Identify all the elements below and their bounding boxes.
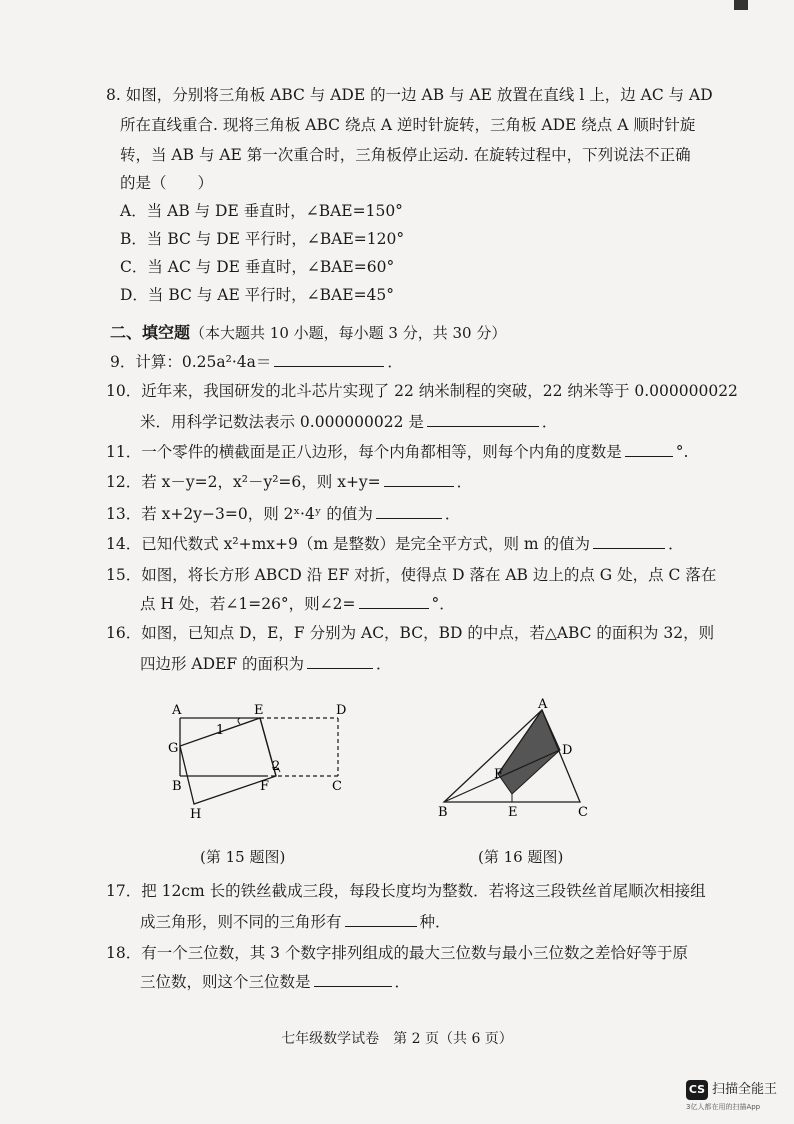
fig15-label-C: C [332,779,342,794]
fig16-label-E: E [508,805,518,820]
q16-end: ． [376,655,392,673]
fig15-label-D: D [336,703,347,718]
q8-option-c: C．当 AC 与 DE 垂直时，∠BAE=60° [120,258,395,276]
q10-line1: 10．近年来，我国研发的北斗芯片实现了 22 纳米制程的突破，22 纳米等于 0.000000022 [106,382,738,400]
scan-edge-mark [734,0,748,10]
fig15-caption: (第 15 题图) [200,848,286,866]
q8-option-a: A．当 AB 与 DE 垂直时，∠BAE=150° [120,202,403,220]
q10-end: ． [541,413,558,431]
q18-line2 [140,970,410,993]
q17-text: 成三角形，则不同的三角形有 [140,913,342,931]
q12-text: 12．若 x－y=2，x²－y²=6，则 x+y= [106,473,381,491]
q15-answer-blank[interactable] [359,592,429,609]
page-footer: 七年级数学试卷 第 2 页（共 6 页） [281,1031,513,1047]
q8-line1: 8. 如图，分别将三角板 ABC 与 ADE 的一边 AB 与 AE 放置在直线 l 上，边 AC 与 AD [106,86,713,104]
scanner-logo-icon: CS [686,1080,708,1100]
q9 [110,350,403,373]
fig16-label-A: A [538,698,548,712]
q15-end: °． [431,595,455,613]
q12-answer-blank[interactable] [384,470,454,487]
q16-text: 四边形 ADEF 的面积为 [140,655,305,673]
q17-line1: 17．把 12cm 长的铁丝截成三段，每段长度均为整数．若将这三段铁丝首尾顺次相接组 [106,882,706,900]
section-fill-in-title [110,320,506,343]
q17-answer-blank[interactable] [345,910,417,927]
q8-line2: 所在直线重合. 现将三角板 ABC 绕点 A 逆时针旋转，三角板 ADE 绕点 A 顺时针旋 [120,116,696,134]
q14-text: 14．已知代数式 x²+mx+9（m 是整数）是完全平方式，则 m 的值为 [106,535,591,553]
q10-line2 [140,410,557,433]
q13-text: 13．若 x+2y−3=0，则 2ˣ·4ʸ 的值为 [106,505,373,523]
q11 [106,440,688,463]
q12-end: ． [456,473,473,491]
fig16-label-B: B [438,805,448,820]
q15-line2 [140,592,455,615]
fig15-label-E: E [254,703,264,718]
fig16-label-D: D [562,743,573,758]
q18-line1: 18．有一个三位数，其 3 个数字排列组成的最大三位数与最小三位数之差恰好等于原 [106,944,688,962]
q10-answer-blank[interactable] [427,410,539,427]
q13 [106,502,460,525]
q16-line2 [140,652,392,675]
q14 [106,532,684,555]
fig15-label-H: H [190,807,202,822]
q15-line1: 15．如图，将长方形 ABCD 沿 EF 对折，使得点 D 落在 AB 边上的点 G 处，点 C 落在 [106,566,717,584]
fig15-label-F: F [260,779,270,794]
q18-text: 三位数，则这个三位数是 [140,973,311,991]
scanner-watermark [686,1076,786,1116]
q11-end: °. [675,443,689,461]
q13-answer-blank[interactable] [376,502,442,519]
q16-answer-blank[interactable] [307,652,373,669]
q8-line4: 的是（ ） [120,174,214,192]
fig16-label-C: C [578,805,588,820]
q17-end: 种． [419,913,451,931]
q9-end: ． [387,353,403,371]
fig15-label-B: B [172,779,182,794]
fig15-label-angle2: 2 [272,759,281,774]
q14-end: ． [668,535,684,553]
section-title-text: 二、填空题 [110,323,191,342]
q18-answer-blank[interactable] [314,970,392,987]
fig16-caption: (第 16 题图) [478,848,564,866]
scanner-tagline: 3亿人都在用的扫描App [686,1103,761,1111]
q12 [106,470,472,493]
q13-end: ． [444,505,461,523]
q8-option-b: B．当 BC 与 DE 平行时，∠BAE=120° [120,230,405,248]
q10-text: 米．用科学记数法表示 0.000000022 是 [140,413,424,431]
q17-line2 [140,910,451,933]
q8-line3: 转，当 AB 与 AE 第一次重合时，三角板停止运动. 在旋转过程中，下列说法不正确 [120,146,691,164]
fig16-label-F: F [494,767,504,782]
q9-answer-blank[interactable] [274,350,384,367]
q15-text: 点 H 处，若∠1=26°，则∠2= [140,595,356,613]
q11-text: 11．一个零件的横截面是正八边形，每个内角都相等，则每个内角的度数是 [106,443,622,461]
fig15-label-G: G [168,741,179,756]
q14-answer-blank[interactable] [593,532,665,549]
section-note: （本大题共 10 小题，每小题 3 分，共 30 分） [190,324,507,342]
q8-option-d: D．当 BC 与 AE 平行时，∠BAE=45° [120,286,395,304]
q18-end: ． [394,973,411,991]
q9-text: 9．计算：0.25a²·4a＝ [110,353,272,371]
fig15-angle1-mark [238,718,240,724]
q11-answer-blank[interactable] [625,440,673,457]
figure-16 [430,698,610,824]
figure-15 [160,700,360,828]
q16-line1: 16．如图，已知点 D，E，F 分别为 AC，BC，BD 的中点，若△ABC 的面积为 32，则 [106,624,715,642]
fig15-label-angle1: 1 [216,723,225,738]
scanner-name: 扫描全能王 [712,1082,778,1097]
fig15-label-A: A [172,703,182,718]
